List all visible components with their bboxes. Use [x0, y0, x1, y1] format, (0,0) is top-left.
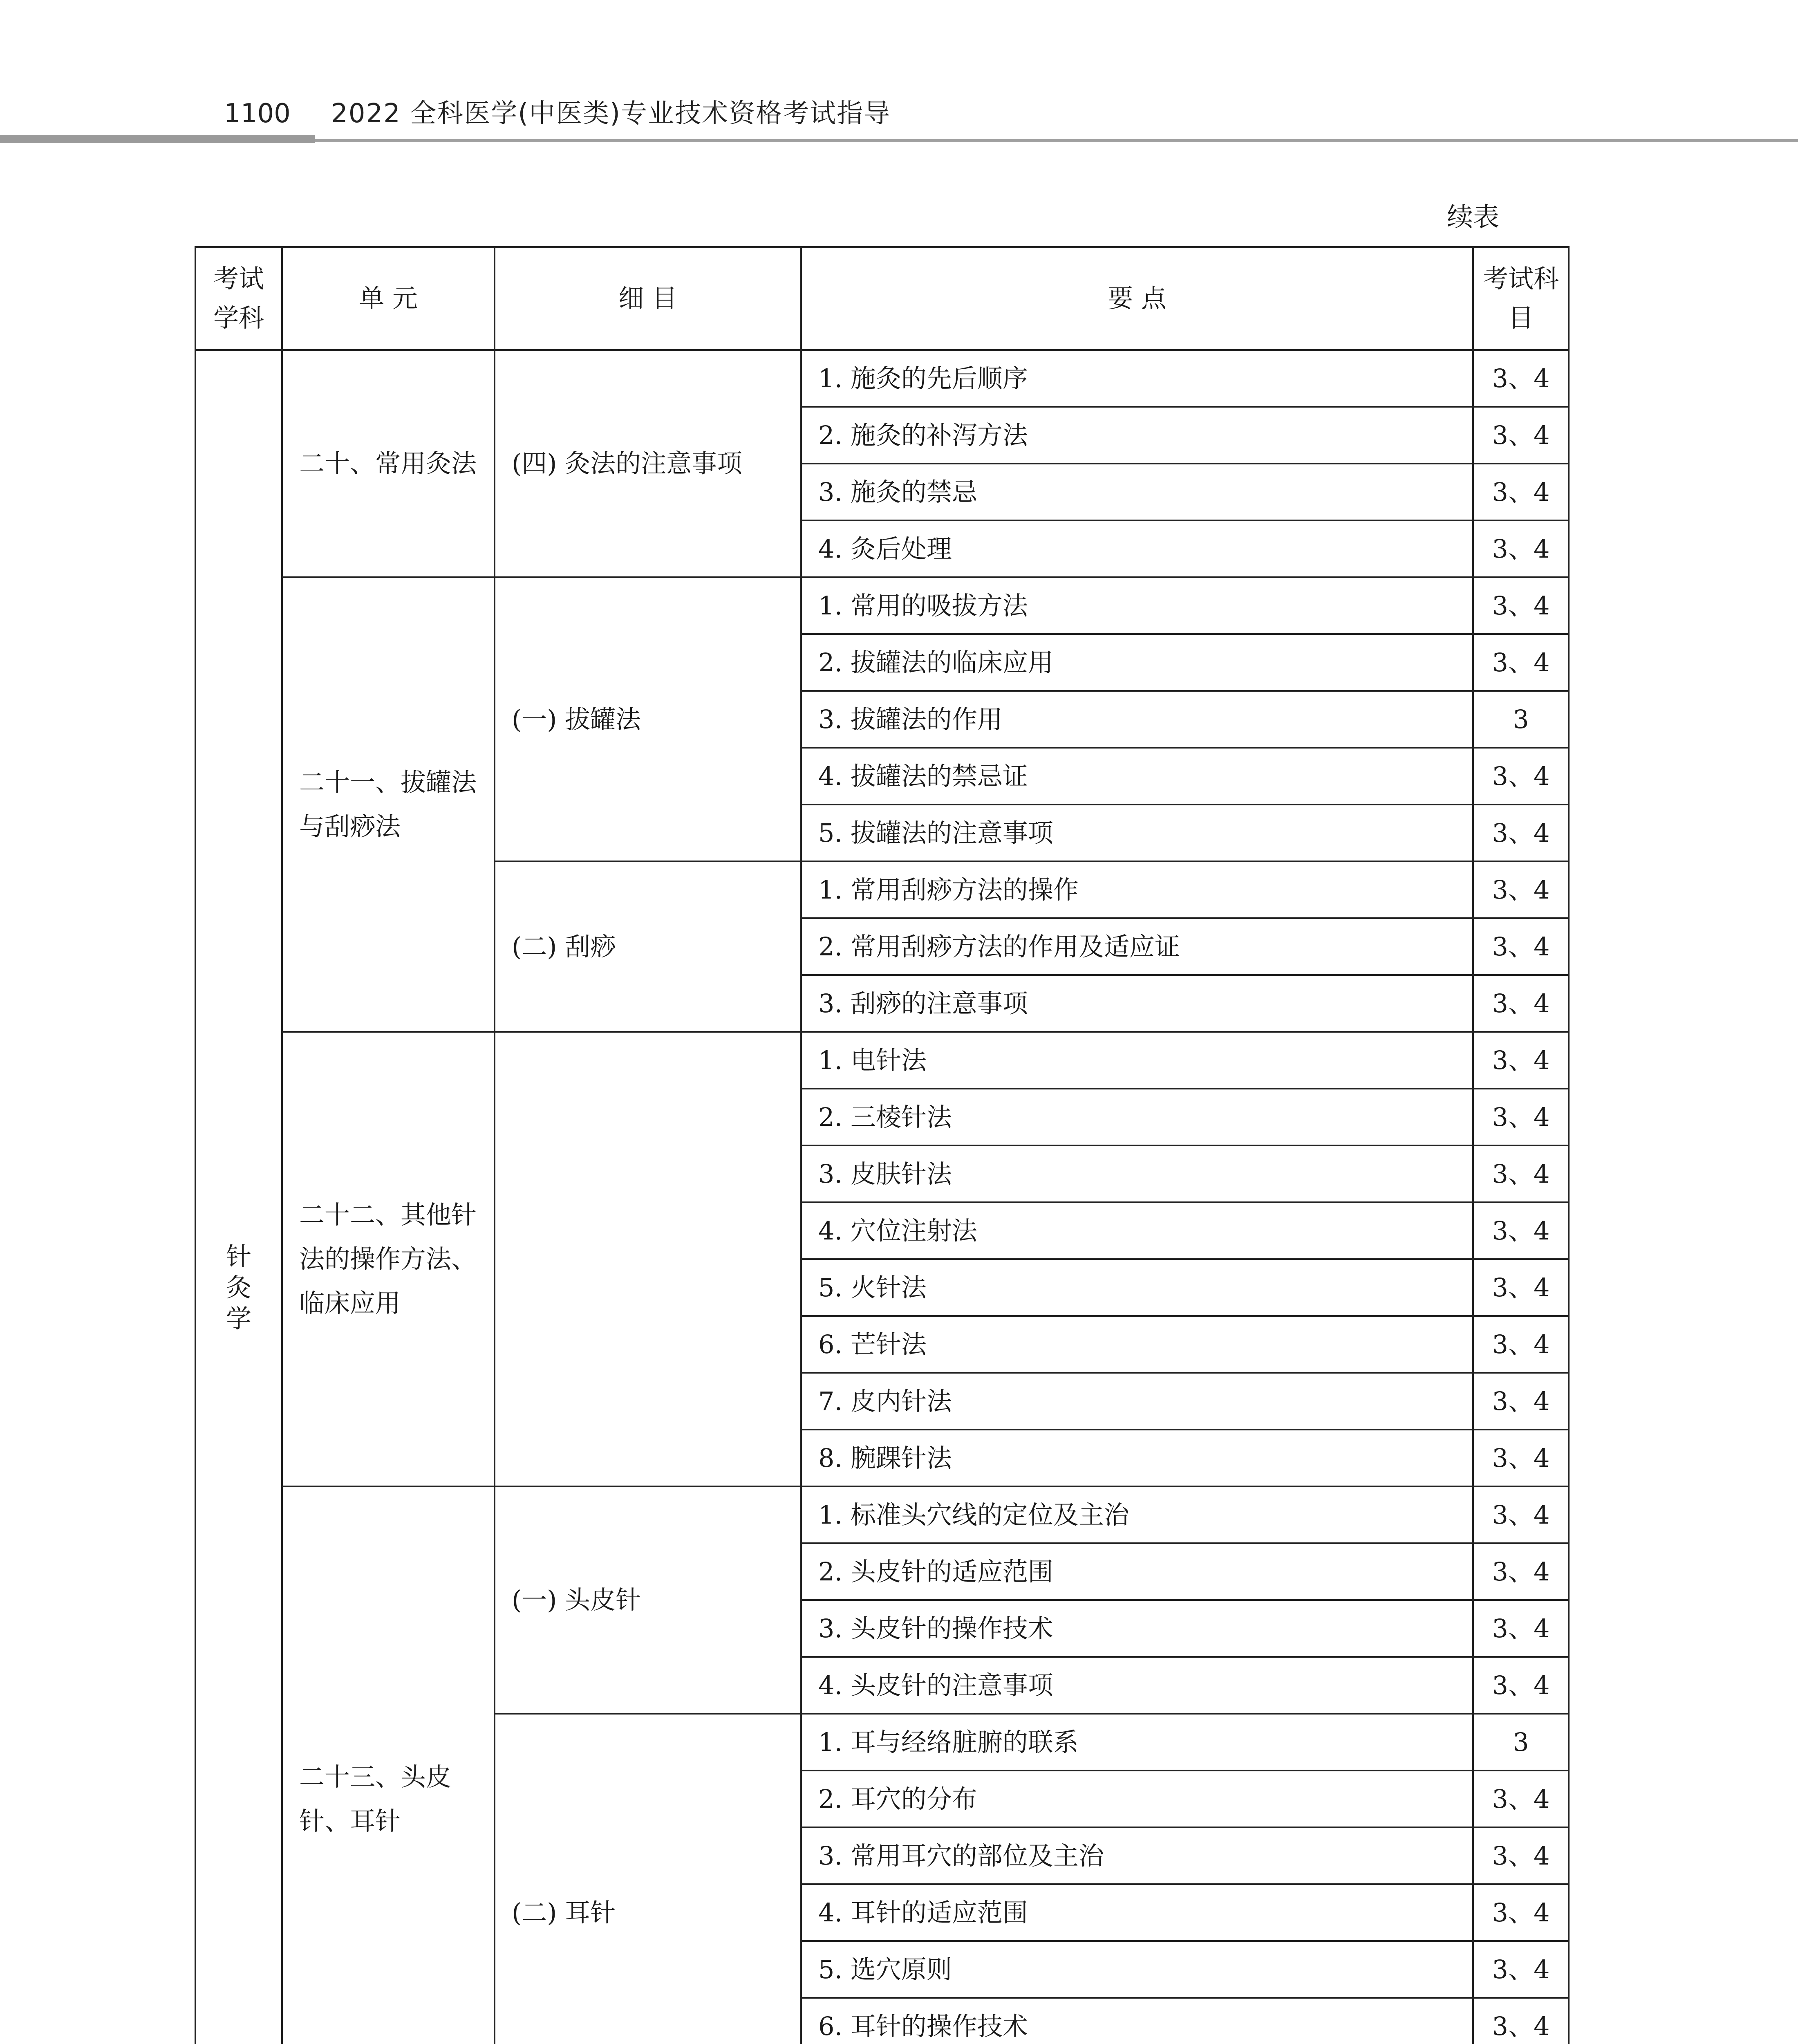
point-cell: 1. 施灸的先后顺序: [801, 350, 1473, 407]
point-cell: 4. 灸后处理: [801, 520, 1473, 577]
exam-cell: 3、4: [1473, 1771, 1569, 1827]
exam-cell: 3、4: [1473, 1202, 1569, 1259]
point-cell: 3. 常用耳穴的部位及主治: [801, 1827, 1473, 1884]
point-cell: 1. 常用刮痧方法的操作: [801, 861, 1473, 918]
point-cell: 2. 耳穴的分布: [801, 1771, 1473, 1827]
point-cell: 8. 腕踝针法: [801, 1430, 1473, 1486]
point-cell: 6. 耳针的操作技术: [801, 1998, 1473, 2044]
exam-cell: 3、4: [1473, 1486, 1569, 1543]
point-cell: 3. 施灸的禁忌: [801, 464, 1473, 520]
point-cell: 5. 选穴原则: [801, 1941, 1473, 1998]
exam-cell: 3、4: [1473, 1884, 1569, 1941]
exam-cell: 3、4: [1473, 748, 1569, 805]
book-title: 2022 全科医学(中医类)专业技术资格考试指导: [331, 99, 891, 129]
detail-cell: (二) 刮痧: [495, 861, 801, 1032]
page-number: 1100: [224, 99, 291, 129]
point-cell: 1. 电针法: [801, 1032, 1473, 1089]
point-cell: 2. 头皮针的适应范围: [801, 1543, 1473, 1600]
exam-cell: 3、4: [1473, 1998, 1569, 2044]
exam-cell: 3、4: [1473, 1827, 1569, 1884]
exam-cell: 3、4: [1473, 634, 1569, 691]
exam-cell: 3、4: [1473, 975, 1569, 1032]
exam-cell: 3、4: [1473, 805, 1569, 861]
point-cell: 2. 常用刮痧方法的作用及适应证: [801, 918, 1473, 975]
unit-cell: 二十一、拔罐法与刮痧法: [282, 577, 495, 1032]
header-exam: 考试科目: [1473, 247, 1569, 350]
point-cell: 3. 刮痧的注意事项: [801, 975, 1473, 1032]
syllabus-table: [195, 246, 1570, 2044]
table-row: [195, 577, 1569, 634]
point-cell: 2. 拔罐法的临床应用: [801, 634, 1473, 691]
unit-cell: 二十、常用灸法: [282, 350, 495, 577]
detail-cell: (一) 拔罐法: [495, 577, 801, 861]
detail-cell: (二) 耳针: [495, 1714, 801, 2044]
header-point: 要 点: [801, 247, 1473, 350]
subject-label: 针灸学: [226, 1241, 251, 1334]
exam-cell: 3、4: [1473, 407, 1569, 464]
detail-cell: [495, 1032, 801, 1486]
header-rule-accent: [0, 135, 315, 143]
exam-cell: 3、4: [1473, 1430, 1569, 1486]
point-cell: 7. 皮内针法: [801, 1373, 1473, 1430]
subject-cell: [195, 350, 282, 2044]
exam-cell: 3、4: [1473, 1543, 1569, 1600]
header-detail: 细 目: [495, 247, 801, 350]
point-cell: 1. 标准头穴线的定位及主治: [801, 1486, 1473, 1543]
unit-cell: 二十二、其他针法的操作方法、临床应用: [282, 1032, 495, 1486]
point-cell: 5. 火针法: [801, 1259, 1473, 1316]
exam-cell: 3、4: [1473, 1145, 1569, 1202]
point-cell: 1. 耳与经络脏腑的联系: [801, 1714, 1473, 1771]
header-subject: 考试学科: [195, 247, 282, 350]
exam-cell: 3、4: [1473, 464, 1569, 520]
table-row: [195, 1486, 1569, 1543]
exam-cell: 3、4: [1473, 520, 1569, 577]
exam-cell: 3、4: [1473, 1657, 1569, 1714]
detail-cell: (四) 灸法的注意事项: [495, 350, 801, 577]
exam-cell: 3、4: [1473, 1089, 1569, 1145]
point-cell: 4. 穴位注射法: [801, 1202, 1473, 1259]
exam-cell: 3: [1473, 691, 1569, 748]
point-cell: 4. 头皮针的注意事项: [801, 1657, 1473, 1714]
point-cell: 2. 施灸的补泻方法: [801, 407, 1473, 464]
exam-cell: 3、4: [1473, 1316, 1569, 1373]
exam-cell: 3、4: [1473, 350, 1569, 407]
table-row: [195, 1032, 1569, 1089]
exam-cell: 3、4: [1473, 1373, 1569, 1430]
exam-cell: 3、4: [1473, 1941, 1569, 1998]
exam-cell: 3、4: [1473, 918, 1569, 975]
point-cell: 5. 拔罐法的注意事项: [801, 805, 1473, 861]
exam-cell: 3、4: [1473, 1600, 1569, 1657]
unit-cell: 二十三、头皮针、耳针: [282, 1486, 495, 2044]
page-header: [0, 0, 1798, 155]
point-cell: 4. 拔罐法的禁忌证: [801, 748, 1473, 805]
exam-cell: 3、4: [1473, 1032, 1569, 1089]
exam-cell: 3: [1473, 1714, 1569, 1771]
table-header-row: [195, 247, 1569, 350]
continued-label: 续表: [1447, 202, 1499, 233]
exam-cell: 3、4: [1473, 1259, 1569, 1316]
point-cell: 3. 皮肤针法: [801, 1145, 1473, 1202]
point-cell: 4. 耳针的适应范围: [801, 1884, 1473, 1941]
point-cell: 1. 常用的吸拔方法: [801, 577, 1473, 634]
point-cell: 3. 拔罐法的作用: [801, 691, 1473, 748]
header-unit: 单 元: [282, 247, 495, 350]
point-cell: 3. 头皮针的操作技术: [801, 1600, 1473, 1657]
exam-cell: 3、4: [1473, 577, 1569, 634]
point-cell: 2. 三棱针法: [801, 1089, 1473, 1145]
point-cell: 6. 芒针法: [801, 1316, 1473, 1373]
table-row: [195, 350, 1569, 407]
detail-cell: (一) 头皮针: [495, 1486, 801, 1714]
exam-cell: 3、4: [1473, 861, 1569, 918]
